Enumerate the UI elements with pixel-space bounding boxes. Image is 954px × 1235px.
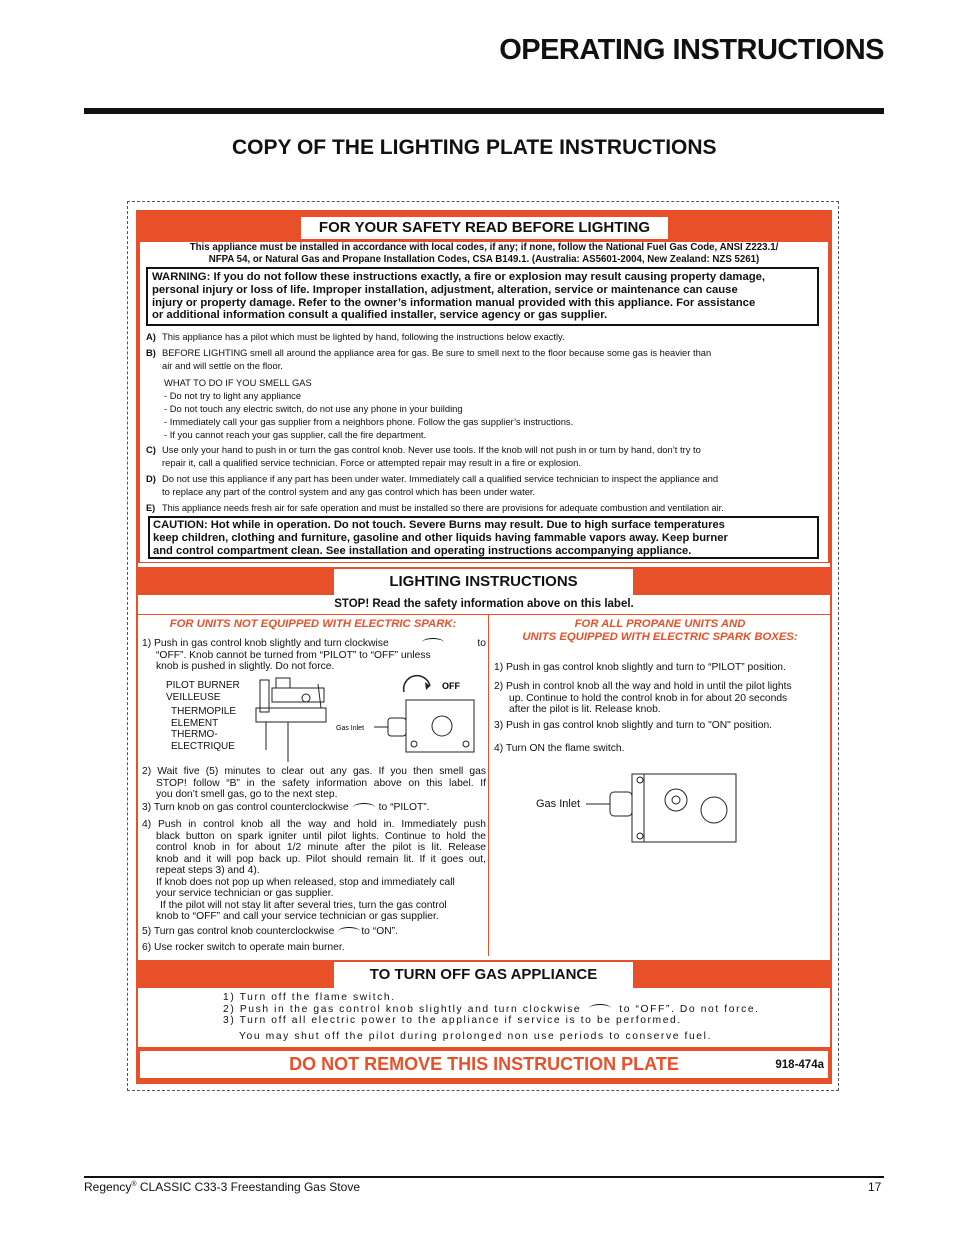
item-d-key: D) xyxy=(146,473,156,484)
column-divider xyxy=(488,615,489,956)
stop-notice: STOP! Read the safety information above on this label. xyxy=(138,595,830,615)
left-column-heading: FOR UNITS NOT EQUIPPED WITH ELECTRIC SPARK: xyxy=(169,618,457,630)
turnoff-step-1: 1) Turn off the flame switch. xyxy=(223,992,396,1003)
step-2-line-1: 2) Wait five (5) minutes to clear out any gas. If you then smell gas xyxy=(142,766,486,777)
smell-item: - Do not try to light any appliance xyxy=(164,390,302,401)
item-e-key: E) xyxy=(146,503,156,513)
section-title: COPY OF THE LIGHTING PLATE INSTRUCTIONS xyxy=(232,136,717,159)
page-title: OPERATING INSTRUCTIONS xyxy=(499,34,884,66)
turnoff-steps xyxy=(223,992,823,1042)
step-2-line-3: you don’t smell gas, go to the next step. xyxy=(156,789,338,800)
step-4-line: knob to “OFF” and call your service technician or gas supplier. xyxy=(156,911,439,922)
clockwise-arrow-icon xyxy=(589,1004,611,1013)
step-4-line: black button on spark igniter until pilot lights. Continue to hold the xyxy=(156,830,486,842)
caution-box xyxy=(148,516,819,559)
right-step-3: 3) Push in gas control knob slightly and turn to "ON" position. xyxy=(494,720,773,731)
warning-box xyxy=(146,267,819,326)
safety-item-b xyxy=(146,347,826,372)
item-b-text-1: BEFORE LIGHTING smell all around the appliance area for gas. Be sure to smell next to the floor because some gas is heavier than xyxy=(162,347,712,358)
step-5-target: to “ON”. xyxy=(361,926,398,937)
footer-brand-name: Regency xyxy=(84,1180,132,1194)
warning-line-1: WARNING: If you do not follow these instructions exactly, a fire or explosion may result causing property damage, xyxy=(152,271,766,283)
item-b-text-2: air and will settle on the floor. xyxy=(162,359,283,371)
item-d-text-1: Do not use this appliance if any part has been under water. Immediately call a qualified service technician to inspect the appliance and xyxy=(162,473,719,484)
step-1-line-3: knob is pushed in slightly. Do not force. xyxy=(156,661,335,672)
warning-line-3: injury or property damage. Refer to the owner’s information manual provided with this appliance. For assistance xyxy=(152,296,756,309)
item-c-text-2: repair it, call a qualified service technician. Force or attempted repair may result in a fire or explosion. xyxy=(162,456,581,468)
left-step-1 xyxy=(142,638,486,673)
safety-panel xyxy=(140,242,828,562)
step-1-text: 1) Push in gas control knob slightly and turn clockwise xyxy=(142,638,389,649)
left-step-4 xyxy=(142,819,486,923)
safety-item-d xyxy=(146,473,826,498)
step-3-target: to “PILOT”. xyxy=(378,802,430,813)
thermo-text: THERMO- xyxy=(171,729,218,740)
clockwise-arrow-icon xyxy=(422,638,444,647)
off-label: OFF xyxy=(442,681,460,691)
caution-line-3: and control compartment clean. See installation and operating instructions accompanying appliance. xyxy=(153,544,692,557)
step-4-line: If knob does not pop up when released, stop and immediately call xyxy=(156,876,455,888)
item-e-text: This appliance needs fresh air for safe operation and must be installed so there are provisions for adequate combustion and ventilation air. xyxy=(162,503,724,513)
electrique-text: ELECTRIQUE xyxy=(171,740,235,752)
counterclockwise-arrow-icon xyxy=(353,803,375,812)
right-step-2-line-2: up. Continue to hold the control knob in for about 20 seconds xyxy=(509,692,788,704)
right-heading-line-1: FOR ALL PROPANE UNITS AND xyxy=(574,618,746,630)
safety-heading: FOR YOUR SAFETY READ BEFORE LIGHTING xyxy=(301,217,668,239)
counterclockwise-arrow-icon xyxy=(338,927,360,936)
step-4-line: repeat steps 3) and 4). xyxy=(156,865,260,876)
header-rule xyxy=(84,108,884,114)
right-step-2 xyxy=(494,681,826,716)
smell-gas-list xyxy=(164,376,764,441)
veilleuse-text: VEILLEUSE xyxy=(166,692,221,703)
gas-valve-illustration xyxy=(336,674,481,754)
footer-model: CLASSIC C33-3 Freestanding Gas Stove xyxy=(136,1180,360,1194)
pilot-burner-label xyxy=(166,680,240,704)
turnoff-step-2: 2) Push in the gas control knob slightly and turn clockwise to “OFF”. Do not force. xyxy=(223,1003,760,1015)
spark-valve-illustration xyxy=(584,768,744,848)
right-step-4: 4) Turn ON the flame switch. xyxy=(494,743,625,754)
step-4-line: your service technician or gas supplier. xyxy=(156,888,334,899)
caution-line-1: CAUTION: Hot while in operation. Do not touch. Severe Burns may result. Due to high surface temperatures xyxy=(153,519,725,531)
turnoff-orange-band xyxy=(138,960,830,988)
item-a-key: A) xyxy=(146,331,156,342)
item-c-key: C) xyxy=(146,444,156,455)
turnoff-pilot-note: You may shut off the pilot during prolonged non use periods to conserve fuel. xyxy=(239,1030,712,1042)
lighting-orange-band xyxy=(138,567,830,595)
step-1-line-2: “OFF”. Knob cannot be turned from “PILOT” to “OFF” unless xyxy=(156,649,431,661)
gas-inlet-small-label: Gas Inlet xyxy=(336,725,365,732)
bottom-notice-panel xyxy=(140,1051,828,1078)
right-step-1: 1) Push in gas control knob slightly and turn to “PILOT” position. xyxy=(494,662,786,673)
element-text: ELEMENT xyxy=(171,717,219,729)
right-step-2-line-1: 2) Push in control knob all the way and hold in until the pilot lights xyxy=(494,681,792,692)
smell-title: WHAT TO DO IF YOU SMELL GAS xyxy=(164,377,312,388)
bottom-orange-band xyxy=(138,1047,830,1082)
safety-item-e xyxy=(146,502,826,515)
gas-inlet-label: Gas Inlet xyxy=(536,798,581,810)
plate-part-number: 918-474a xyxy=(775,1059,824,1071)
step-1-to: to xyxy=(477,638,486,649)
registered-mark: ® xyxy=(131,1181,137,1188)
pilot-assembly-illustration xyxy=(248,674,333,764)
thermopile-label xyxy=(171,706,236,752)
footer-brand xyxy=(84,1180,360,1194)
pilot-burner-text: PILOT BURNER xyxy=(166,680,240,691)
turnoff-heading: TO TURN OFF GAS APPLIANCE xyxy=(334,962,633,988)
step-4-line: 4) Push in control knob all the way and hold in. Immediately push xyxy=(142,819,486,830)
lighting-heading: LIGHTING INSTRUCTIONS xyxy=(334,569,633,595)
step-4-line: control knob in for about 1/2 minute after the pilot is lit. Release xyxy=(156,842,486,853)
intro-line-2: NFPA 54, or Natural Gas and Propane Installation Codes, CSA B149.1. (Australia: AS5601-2004, New Zealand: NZS 5261) xyxy=(208,254,760,265)
smell-item: - If you cannot reach your gas supplier, call the fire department. xyxy=(164,429,427,440)
page-number: 17 xyxy=(868,1180,882,1194)
item-a-text: This appliance has a pilot which must be lighted by hand, following the instructions below exactly. xyxy=(162,331,565,342)
warning-line-2: personal injury or loss of life. Improper installation, adjustment, alteration, service or maintenance can cause xyxy=(152,283,738,296)
caution-line-2: keep children, clothing and furniture, gasoline and other liquids having fammable vapors away. Keep burner xyxy=(153,531,728,544)
step-3-text: 3) Turn knob on gas control counterclockwise xyxy=(142,802,349,813)
step-4-line: If the pilot will not stay lit after several tries, turn the gas control xyxy=(160,899,447,911)
safety-item-c xyxy=(146,444,826,469)
left-step-5 xyxy=(142,926,486,938)
safety-intro xyxy=(140,242,828,266)
left-step-3 xyxy=(142,802,486,814)
right-column-heading xyxy=(490,618,830,644)
thermopile-text: THERMOPILE xyxy=(171,706,237,717)
right-step-2-line-3: after the pilot is lit. Release knob. xyxy=(509,704,661,715)
lighting-plate xyxy=(136,210,832,1084)
do-not-remove-notice: DO NOT REMOVE THIS INSTRUCTION PLATE xyxy=(289,1054,679,1074)
intro-line-1: This appliance must be installed in accordance with local codes, if any; if none, follow the National Fuel Gas Code, ANSI Z223.1/ xyxy=(189,242,779,253)
item-c-text-1: Use only your hand to push in or turn the gas control knob. Never use tools. If the knob will not push in or turn by hand, don’t try to xyxy=(162,444,701,455)
smell-item: - Immediately call your gas supplier from a neighbors phone. Follow the gas supplier’s instructions. xyxy=(164,416,574,427)
safety-item-a xyxy=(146,331,826,344)
turnoff-step-3: 3) Turn off all electric power to the appliance if service is to be performed. xyxy=(223,1015,682,1026)
left-step-2 xyxy=(142,766,486,801)
item-d-text-2: to replace any part of the control system and any gas control which has been under water. xyxy=(162,485,536,497)
step-4-line: knob and it will pop back up. Pilot should remain lit. If it goes out, xyxy=(156,853,486,865)
smell-item: - Do not touch any electric switch, do not use any phone in your building xyxy=(164,403,463,414)
right-heading-line-2: UNITS EQUIPPED WITH ELECTRIC SPARK BOXES: xyxy=(522,631,798,643)
warning-line-4: or additional information consult a qualified installer, service agency or gas supplier. xyxy=(152,309,608,322)
step-5-text: 5) Turn gas control knob counterclockwise xyxy=(142,926,335,937)
item-b-key: B) xyxy=(146,347,156,358)
footer-rule xyxy=(84,1176,884,1178)
left-step-6: 6) Use rocker switch to operate main burner. xyxy=(142,942,345,953)
step-2-line-2: STOP! follow “B” in the safety information above on this label. If xyxy=(156,777,486,789)
